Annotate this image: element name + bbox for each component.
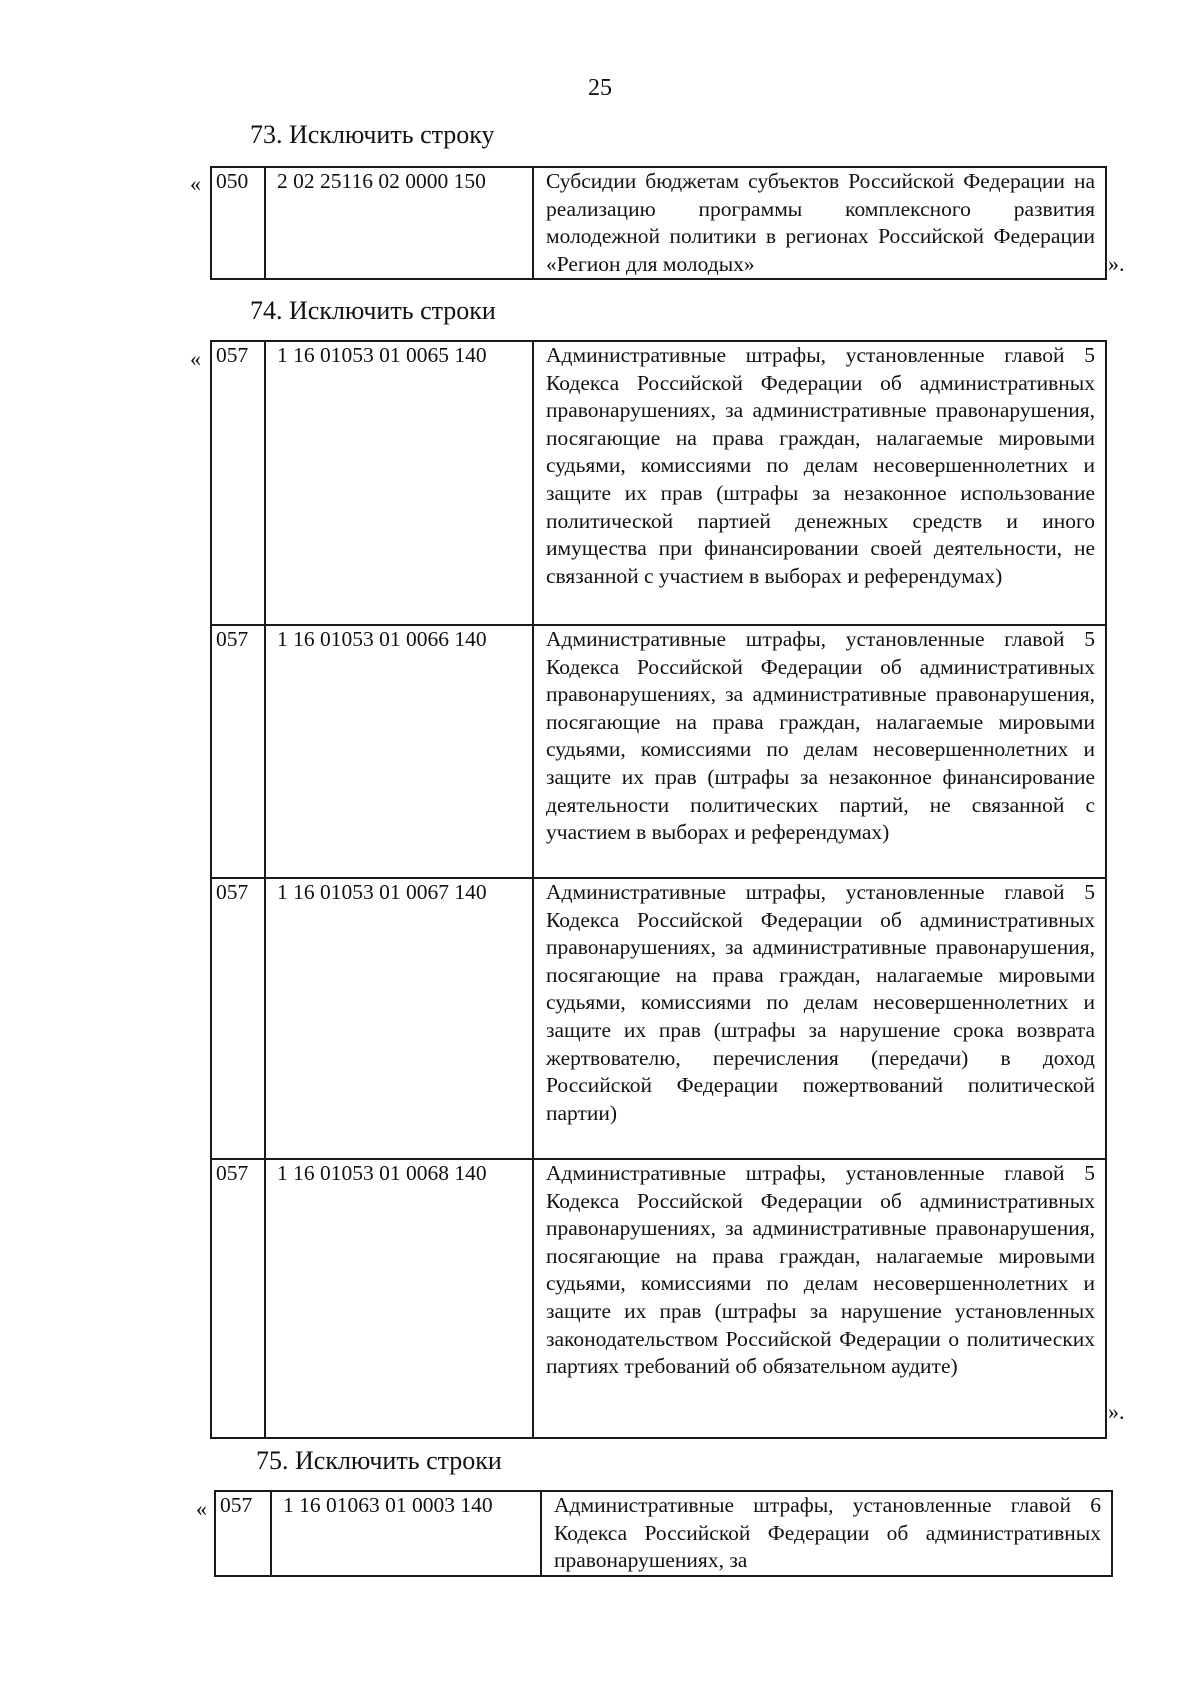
row-code: 057 [211, 1159, 265, 1438]
row-description: Административные штрафы, установленные главой 6 Кодекса Российской Федерации об административных правонарушениях, за [541, 1491, 1112, 1576]
row-code: 057 [215, 1491, 271, 1576]
table-row [211, 341, 1106, 625]
row-kbk: 1 16 01053 01 0067 140 [265, 878, 533, 1159]
table-row [211, 878, 1106, 1159]
row-description: Административные штрафы, установленные главой 5 Кодекса Российской Федерации об административных правонарушениях, за административные правонарушения, посягающие на права граждан, налагаемые мировыми судьями, комиссиями по делам несовершеннолетних и защите их прав (штрафы за нарушение установленных законодательством Российской Федерации о политических партиях требований об обязательном аудите) [533, 1159, 1106, 1438]
row-kbk: 1 16 01053 01 0068 140 [265, 1159, 533, 1438]
row-code: 050 [211, 167, 265, 279]
table-section-75 [214, 1490, 1113, 1577]
close-quote: ». [1108, 251, 1125, 276]
table-section-74 [210, 340, 1107, 1439]
table-row [211, 1159, 1106, 1438]
table-row [211, 625, 1106, 878]
table-section-73 [210, 166, 1107, 280]
section-heading-75: 75. Исключить строки [256, 1446, 502, 1475]
row-code: 057 [211, 341, 265, 625]
row-code: 057 [211, 625, 265, 878]
row-kbk: 1 16 01053 01 0066 140 [265, 625, 533, 878]
row-kbk: 1 16 01063 01 0003 140 [271, 1491, 541, 1576]
row-kbk: 2 02 25116 02 0000 150 [265, 167, 533, 279]
section-heading-73: 73. Исключить строку [250, 120, 495, 149]
table-row [215, 1491, 1112, 1576]
open-quote: « [196, 1496, 207, 1521]
section-heading-74: 74. Исключить строки [250, 296, 496, 325]
row-description: Административные штрафы, установленные главой 5 Кодекса Российской Федерации об административных правонарушениях, за административные правонарушения, посягающие на права граждан, налагаемые мировыми судьями, комиссиями по делам несовершеннолетних и защите их прав (штрафы за незаконное финансирование деятельности политических партий, не связанной с участием в выборах и референдумах) [533, 625, 1106, 878]
row-description: Административные штрафы, установленные главой 5 Кодекса Российской Федерации об административных правонарушениях, за административные правонарушения, посягающие на права граждан, налагаемые мировыми судьями, комиссиями по делам несовершеннолетних и защите их прав (штрафы за незаконное использование политической партией денежных средств и иного имущества при финансировании своей деятельности, не связанной с участием в выборах и референдумах) [533, 341, 1106, 625]
table-row [211, 167, 1106, 279]
row-kbk: 1 16 01053 01 0065 140 [265, 341, 533, 625]
open-quote: « [190, 171, 201, 196]
row-description: Административные штрафы, установленные главой 5 Кодекса Российской Федерации об административных правонарушениях, за административные правонарушения, посягающие на права граждан, налагаемые мировыми судьями, комиссиями по делам несовершеннолетних и защите их прав (штрафы за нарушение срока возврата жертвователю, перечисления (передачи) в доход Российской Федерации пожертвований политической партии) [533, 878, 1106, 1159]
row-description: Субсидии бюджетам субъектов Российской Федерации на реализацию программы комплексного развития молодежной политики в регионах Российской Федерации «Регион для молодых» [533, 167, 1106, 279]
row-code: 057 [211, 878, 265, 1159]
open-quote: « [190, 346, 201, 371]
close-quote: ». [1108, 1399, 1125, 1424]
page-number: 25 [588, 75, 612, 101]
